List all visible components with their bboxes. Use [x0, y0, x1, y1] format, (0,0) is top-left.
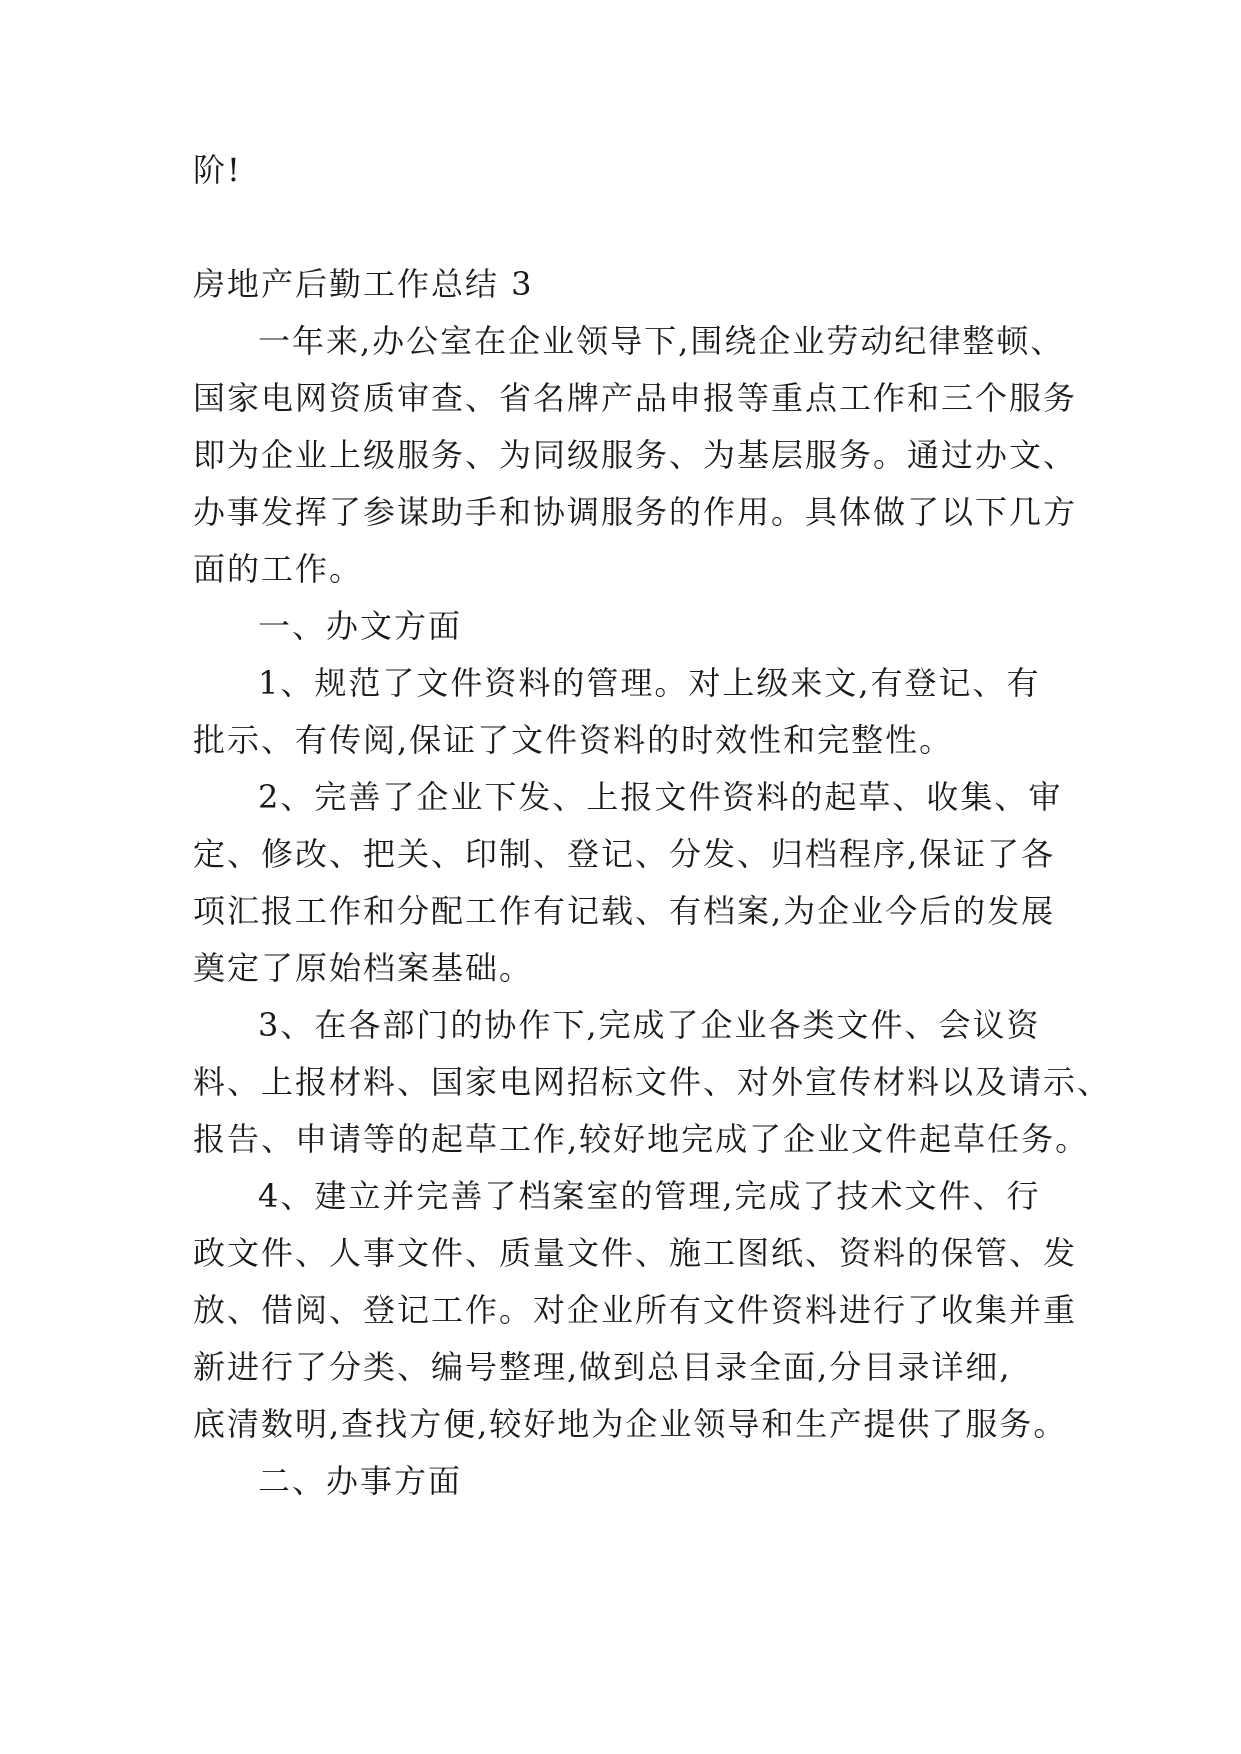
subheading: 二、办事方面 — [258, 1462, 463, 1500]
text-line: 政文件、人事文件、质量文件、施工图纸、资料的保管、发 — [193, 1234, 1078, 1272]
text-line: 批示、有传阅,保证了文件资料的时效性和完整性。 — [193, 721, 954, 759]
text-line: 阶! — [193, 151, 242, 189]
text-line: 新进行了分类、编号整理,做到总目录全面,分目录详细, — [193, 1348, 1012, 1386]
text-line: 料、上报材料、国家电网招标文件、对外宣传材料以及请示、 — [193, 1063, 1112, 1101]
section-title: 房地产后勤工作总结 3 — [193, 265, 534, 303]
text-line: 办事发挥了参谋助手和协调服务的作用。具体做了以下几方 — [193, 493, 1078, 531]
text-line: 即为企业上级服务、为同级服务、为基层服务。通过办文、 — [193, 436, 1078, 474]
text-line: 底清数明,查找方便,较好地为企业领导和生产提供了服务。 — [193, 1405, 1068, 1443]
subheading: 一、办文方面 — [258, 607, 463, 645]
text-line: 1、规范了文件资料的管理。对上级来文,有登记、有 — [258, 664, 1041, 702]
text-line: 4、建立并完善了档案室的管理,完成了技术文件、行 — [258, 1177, 1041, 1215]
text-line: 面的工作。 — [193, 550, 364, 588]
text-line: 定、修改、把关、印制、登记、分发、归档程序,保证了各 — [193, 835, 1056, 873]
text-line: 报告、申请等的起草工作,较好地完成了企业文件起草任务。 — [193, 1120, 1090, 1158]
text-line: 放、借阅、登记工作。对企业所有文件资料进行了收集并重 — [193, 1291, 1078, 1329]
text-line: 一年来,办公室在企业领导下,围绕企业劳动纪律整顿、 — [258, 322, 1065, 360]
text-line: 3、在各部门的协作下,完成了企业各类文件、会议资 — [258, 1006, 1041, 1044]
text-line: 奠定了原始档案基础。 — [193, 949, 534, 987]
text-line: 2、完善了企业下发、上报文件资料的起草、收集、审 — [258, 778, 1063, 816]
text-line: 项汇报工作和分配工作有记载、有档案,为企业今后的发展 — [193, 892, 1056, 930]
text-line: 国家电网资质审查、省名牌产品申报等重点工作和三个服务 — [193, 379, 1078, 417]
